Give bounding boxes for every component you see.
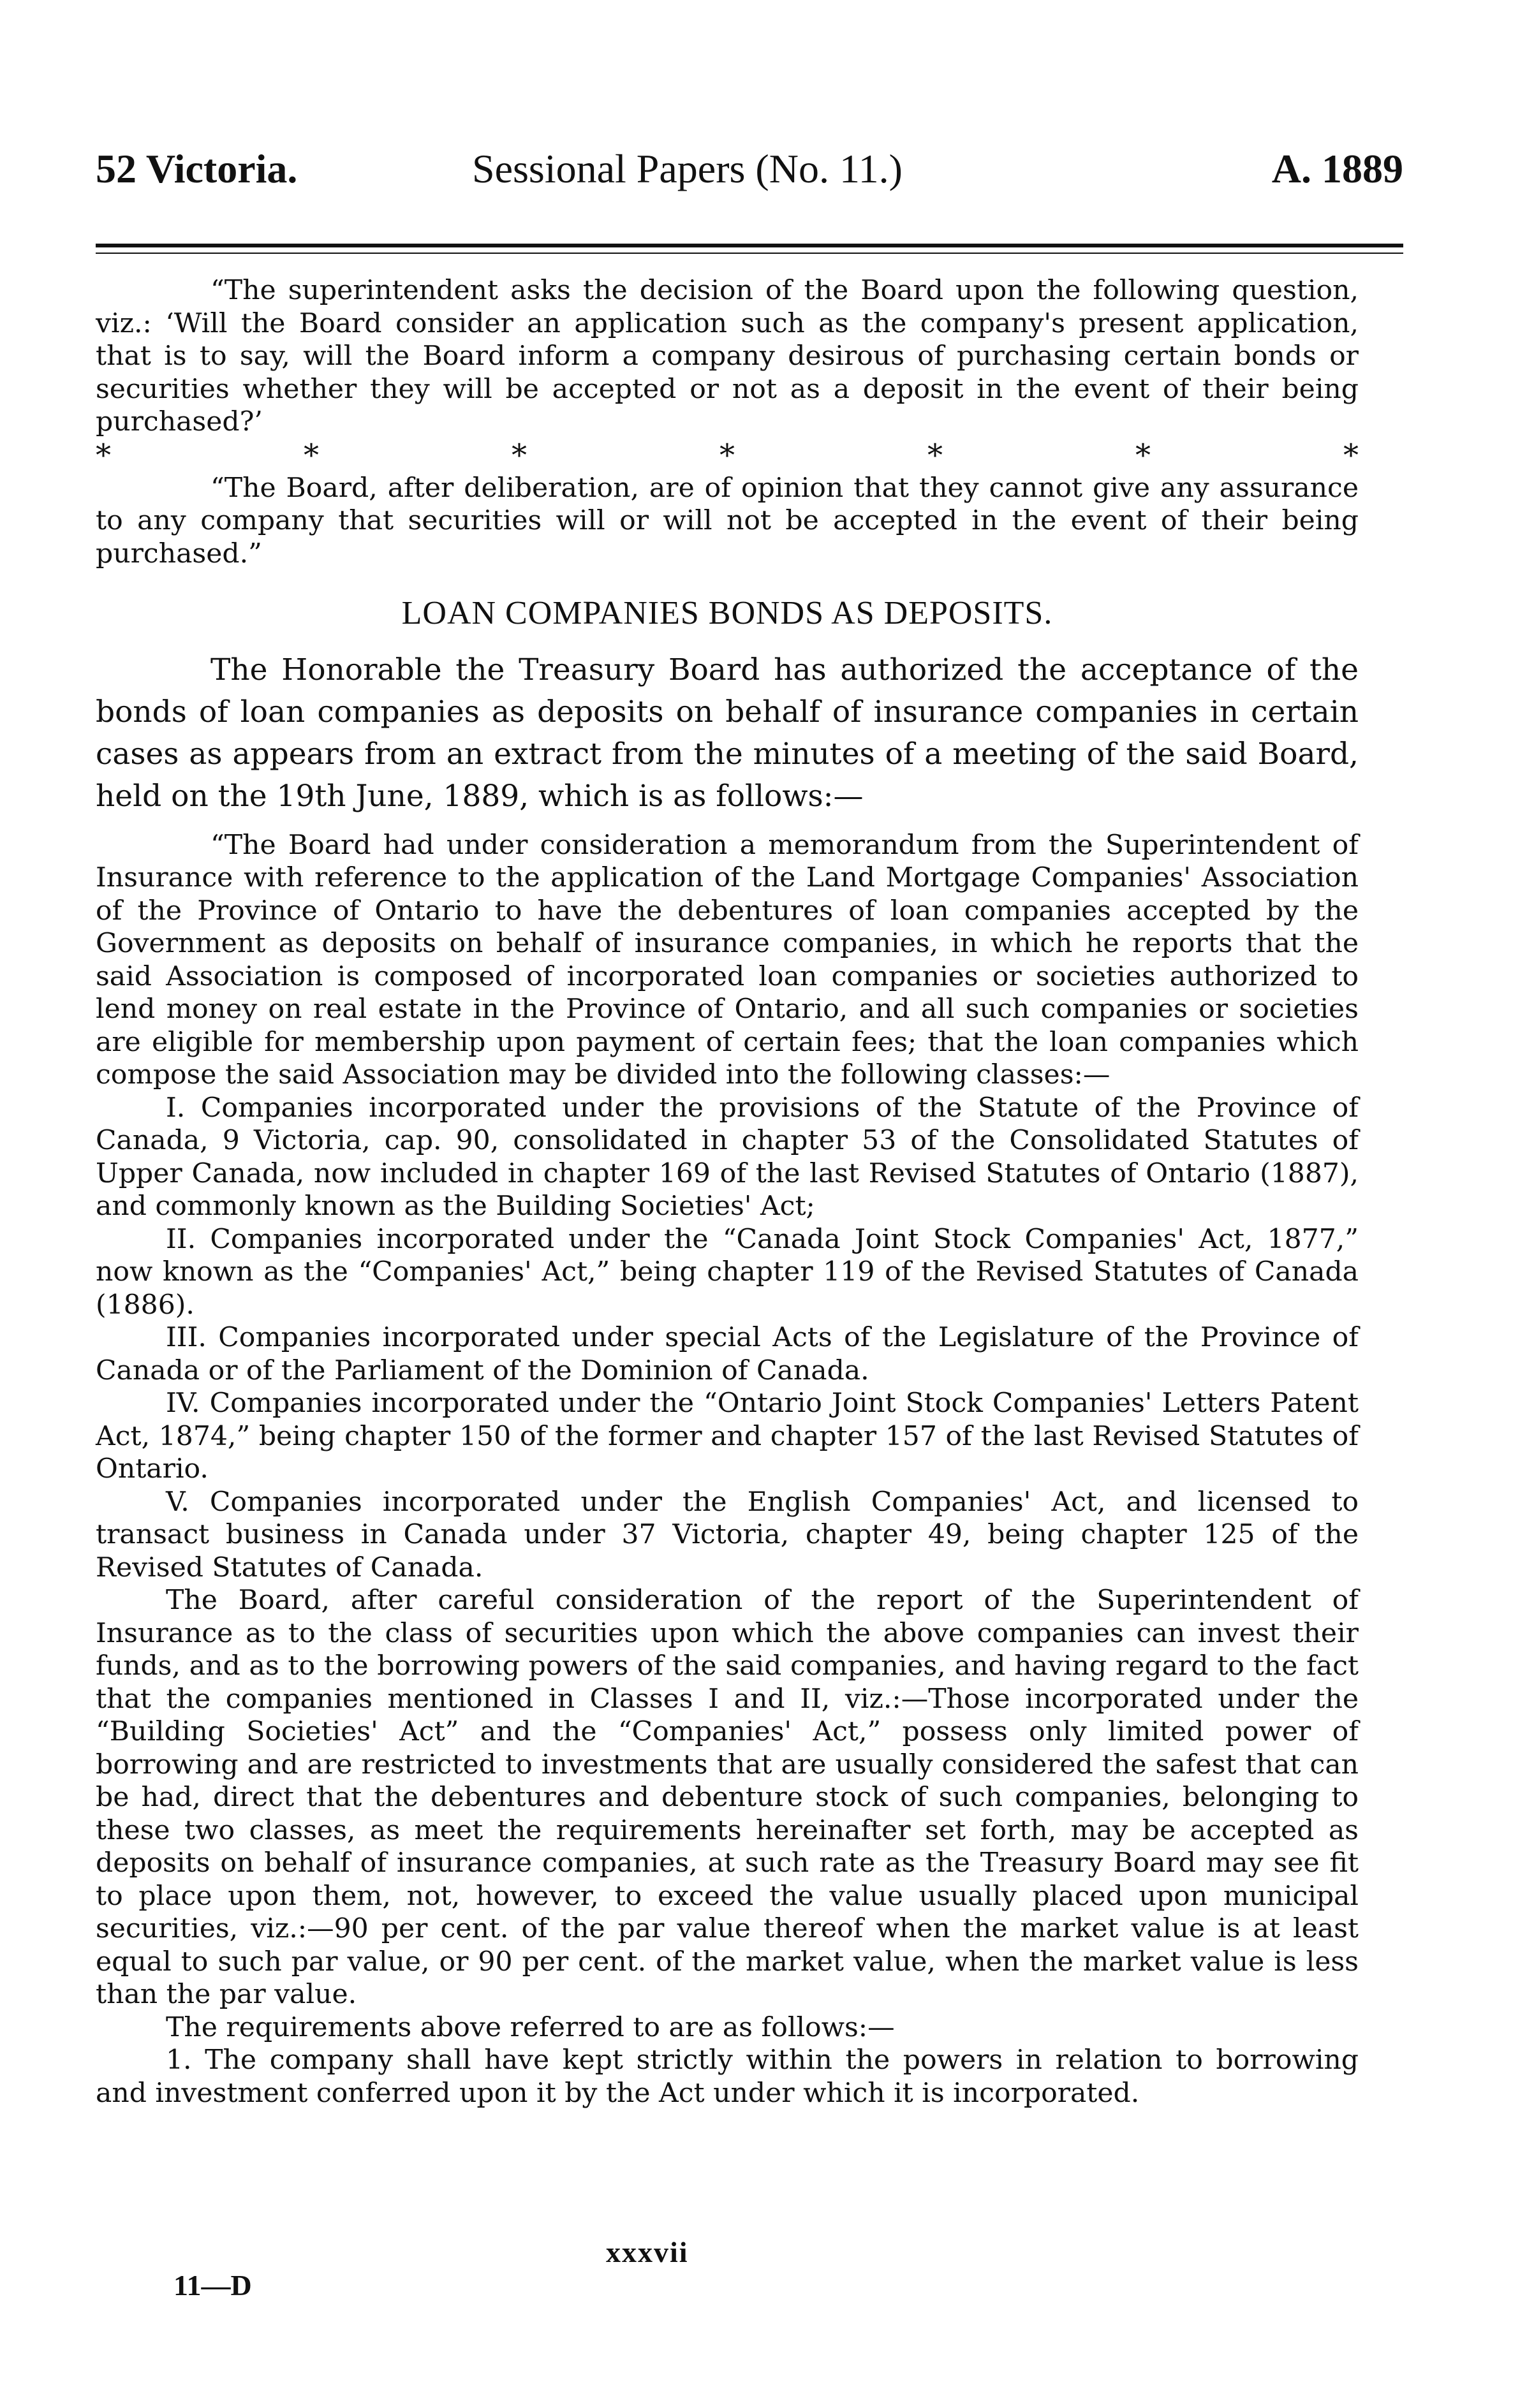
page-signature: xxxvii bbox=[606, 2236, 689, 2268]
requirements-intro: The requirements above referred to are as follows:— bbox=[166, 2011, 895, 2043]
board-decision-paragraph: The Board, after careful consideration of the report of the Superintendent of Insurance as to the class of securities upon which the above companies can invest their funds, and as to the borrowing powers of the said companies, and having regard to the fact that the companies mentioned in Classes I and II, viz.:—Those incorporated under the “Building Societies' Act” and the “Companies' Act,” possess only limited power of borrowing and are restricted to investments that are usually considered the safest that can be had, direct that the debentures and debenture stock of such companies, belonging to these two classes, as meet the requirements hereinafter set forth, may be accepted as deposits on behalf of insurance companies, at such rate as the Treasury Board may see fit to place upon them, not, however, to exceed the value usually placed upon municipal securities, viz.:—90 per cent. of the par value thereof when the market value is at least equal to such par value, or 90 per cent. of the market value, when the market value is less than the par value. bbox=[96, 1585, 1359, 2010]
printer-mark: 11—D bbox=[173, 2269, 252, 2302]
quote-paragraph-answer: “The Board, after deliberation, are of opinion that they cannot give any assurance to any company that securities will or will not be accepted in the event of their being purchased.” bbox=[96, 472, 1359, 569]
class-item-2: II. Companies incorporated under the “Canada Joint Stock Companies' Act, 1877,” now known as the “Companies' Act,” being chapter 119 of the Revised Statutes of Canada (1886). bbox=[96, 1223, 1359, 1321]
header-rule-thick bbox=[96, 244, 1403, 247]
header-session: 52 Victoria. bbox=[96, 146, 298, 191]
header-year: A. 1889 bbox=[1271, 146, 1403, 191]
class-item-4: IV. Companies incorporated under the “Ontario Joint Stock Companies' Letters Patent Act, 1874,” being chapter 150 of the former and chapter 157 of the last Revised Statutes of Ontario. bbox=[96, 1388, 1359, 1485]
section-heading: LOAN COMPANIES BONDS AS DEPOSITS. bbox=[401, 595, 1053, 631]
running-header bbox=[96, 145, 1403, 196]
star: * bbox=[927, 437, 943, 473]
star: * bbox=[96, 437, 111, 473]
page-footer bbox=[0, 2235, 1527, 2305]
star: * bbox=[1343, 437, 1359, 473]
star: * bbox=[512, 437, 527, 473]
ellipsis-stars bbox=[96, 439, 1359, 472]
star: * bbox=[719, 437, 735, 473]
class-item-5: V. Companies incorporated under the English Companies' Act, and licensed to transact business in Canada under 37 Victoria, chapter 49, being chapter 125 of the Revised Statutes of Canada. bbox=[96, 1486, 1359, 1583]
star: * bbox=[304, 437, 319, 473]
intro-paragraph: The Honorable the Treasury Board has authorized the acceptance of the bonds of loan companies as deposits on behalf of insurance companies in certain cases as appears from an extract from the minutes of a meeting of the said Board, held on the 19th June, 1889, which is as follows:— bbox=[96, 652, 1359, 814]
class-item-1: I. Companies incorporated under the provisions of the Statute of the Province of Canada, 9 Victoria, cap. 90, consolidated in chapter 53 of the Consolidated Statutes of Upper Canada, now included in chapter 169 of the last Revised Statutes of Ontario (1887), and commonly known as the Building Societies' Act; bbox=[96, 1092, 1359, 1222]
star: * bbox=[1135, 437, 1151, 473]
header-title: Sessional Papers (No. 11.) bbox=[472, 146, 903, 191]
document-body bbox=[96, 274, 1359, 2110]
requirement-item-1: 1. The company shall have kept strictly within the powers in relation to borrowing and investment conferred upon it by the Act under which it is incorporated. bbox=[96, 2045, 1359, 2109]
memorandum-paragraph: “The Board had under consideration a memorandum from the Superintendent of Insurance with reference to the application of the Land Mortgage Companies' Association of the Province of Ontario to have the debentures of loan companies accepted by the Government as deposits on behalf of insurance companies, in which he reports that the said Association is composed of incorporated loan companies or societies authorized to lend money on real estate in the Province of Ontario, and all such companies or societies are eligible for membership upon payment of certain fees; that the loan companies which compose the said Association may be divided into the following classes:— bbox=[96, 829, 1359, 1090]
quote-paragraph-question: “The superintendent asks the decision of the Board upon the following question, viz.: ‘Will the Board consider an application such as the company's present application, that is to say, will the Board inform a company desirous of purchasing certain bonds or securities whether they will be accepted or not as a deposit in the event of their being purchased?’ bbox=[96, 275, 1359, 437]
class-item-3: III. Companies incorporated under special Acts of the Legislature of the Province of Canada or of the Parliament of the Dominion of Canada. bbox=[96, 1322, 1359, 1386]
header-rule-thin bbox=[96, 253, 1403, 254]
